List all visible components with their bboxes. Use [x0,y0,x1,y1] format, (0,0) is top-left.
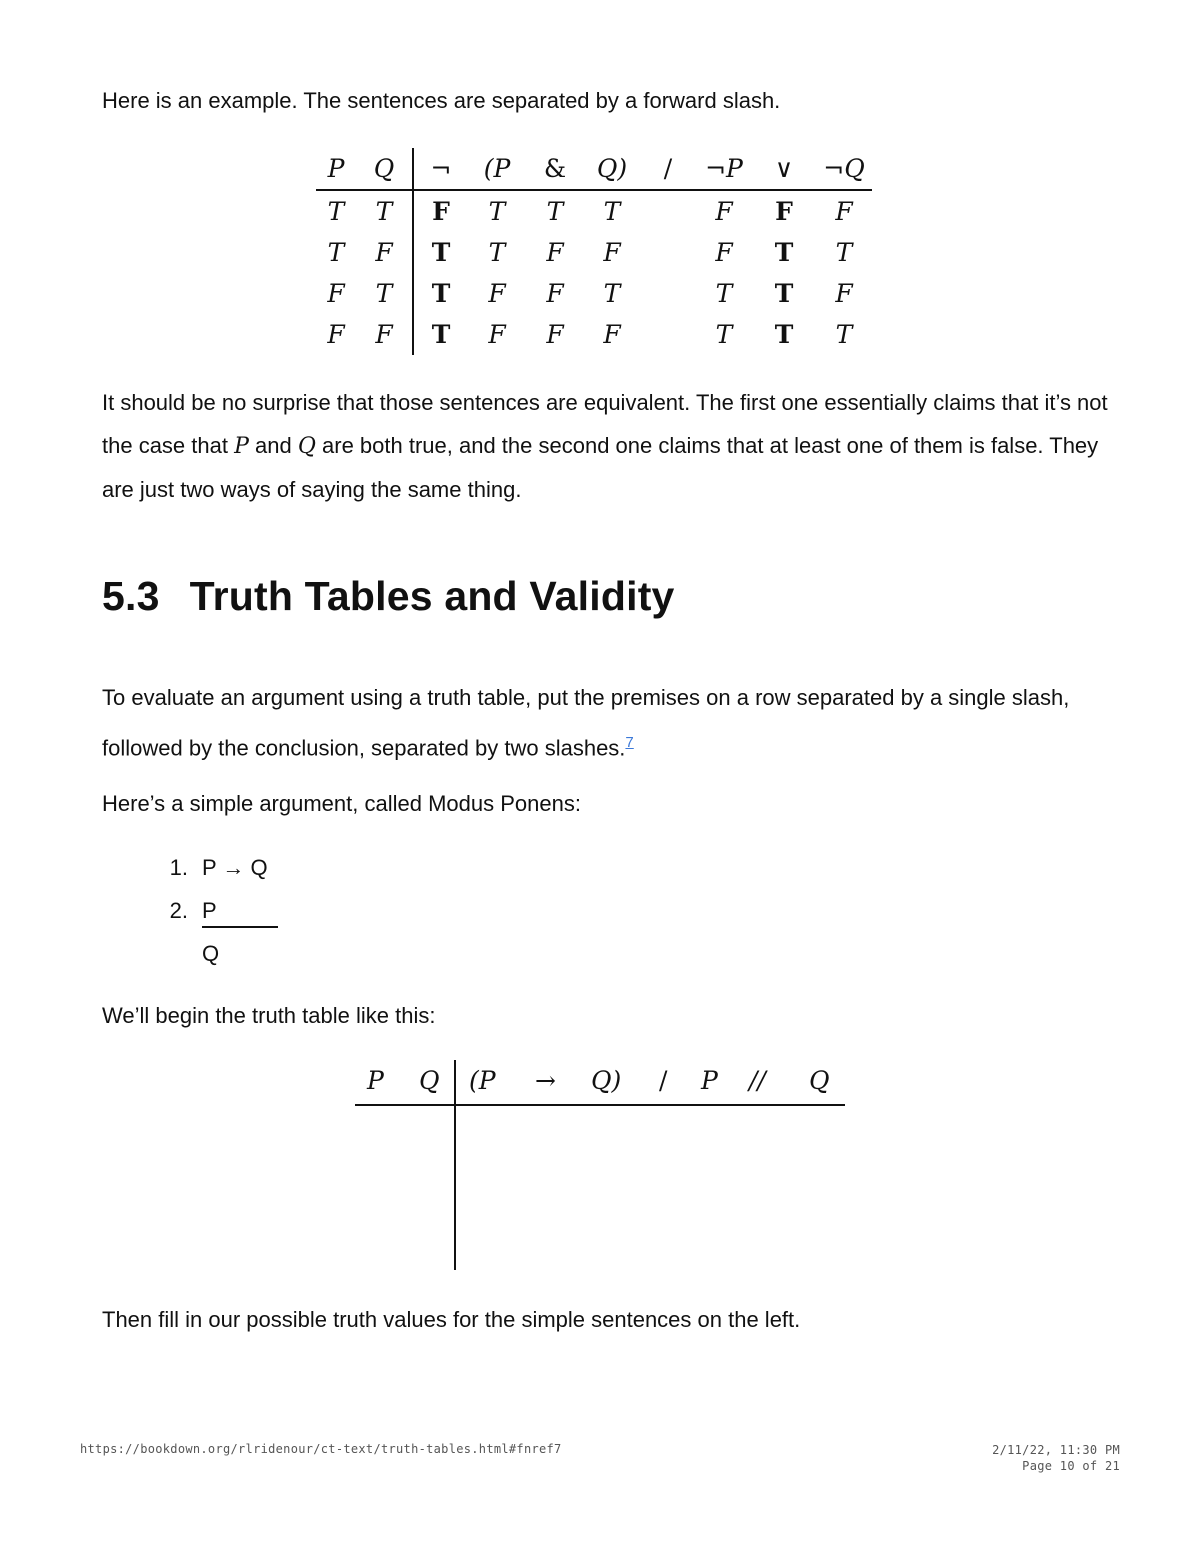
table-cell: F [356,232,413,273]
text-span: are both true, and the second one claims that at least one of them is false. They are just two ways of saying the same thing. [102,433,1099,502]
table-cell: T [327,197,345,226]
premise-text: P → Q [202,855,268,880]
table-cell [640,314,696,355]
footer-url: https://bookdown.org/rlridenour/ct-text/truth-tables.html#fnref7 [80,1442,562,1456]
table-cell: T [774,320,794,349]
table-cell: F [546,320,564,349]
text-span: To evaluate an argument using a truth table, put the premises on a row separated by a single slash, followed by the conclusion, separated by two slashes. [102,685,1070,761]
header-cell: & [526,148,584,190]
table-cell: F [603,238,621,267]
table-cell: F [432,197,450,226]
conclusion-text: Q [202,941,220,966]
table-cell: T [715,279,733,308]
table-cell: F [715,238,733,267]
table-cell: T [603,197,621,226]
equivalence-explanation [102,381,1112,511]
header-cell: / [659,1066,668,1095]
fill-in-text: Then fill in our possible truth values for the simple sentences on the left. [102,1307,801,1332]
table-cell: T [835,320,853,349]
table-cell: F [835,197,853,226]
text-span: It should be no surprise that those sentences are equivalent. The first one essentially claims that it’s not the case that [102,390,1108,458]
header-cell: (P [469,1066,496,1095]
table-cell [640,232,696,273]
table-cell [640,273,696,314]
table-cell: F [835,279,853,308]
truth-table-modus-ponens [355,1060,845,1270]
table-cell: F [327,279,345,308]
validity-instructions [102,676,1112,769]
table-cell: T [774,279,794,308]
table-cell: F [488,320,506,349]
list-marker: 1. [169,855,188,880]
header-cell: P [367,1066,384,1095]
section-heading [102,573,675,620]
table-cell: T [431,279,451,308]
section-title: Truth Tables and Validity [189,573,675,619]
table-cell: T [603,279,621,308]
header-cell: Q [356,148,413,190]
table-cell: F [327,320,345,349]
header-cell: ¬Q [816,148,872,190]
table-cell: F [775,197,793,226]
math-variable: P [234,434,249,459]
intro-text: Here is an example. The sentences are separated by a forward slash. [102,88,781,113]
footer-page-number: Page 10 of 21 [1022,1459,1120,1473]
math-variable: Q [297,434,316,459]
section-number: 5.3 [102,573,160,619]
table-cell: F [356,314,413,355]
header-cell: Q [419,1066,440,1095]
header-cell: / [640,148,696,190]
table-cell: T [488,238,506,267]
text-span: and [248,433,298,458]
table-cell: T [488,197,506,226]
header-cell: ∨ [752,148,816,190]
footer-datetime: 2/11/22, 11:30 PM [992,1443,1120,1457]
table-cell: T [356,190,413,232]
table-cell: T [774,238,794,267]
footnote-link[interactable]: 7 [625,734,634,751]
truth-table-row [316,314,872,355]
table-cell: F [715,197,733,226]
truth-table-header-row [316,148,872,190]
header-cell: Q [809,1066,830,1095]
table-cell [640,190,696,232]
footer-meta [992,1442,1120,1474]
header-cell: P [316,148,356,190]
truth-table-row [316,232,872,273]
header-cell: Q) [591,1066,622,1095]
premise-text: P [202,896,278,928]
truth-table-header-row [355,1060,845,1106]
list-marker: 2. [169,898,188,923]
table-cell: F [603,320,621,349]
truth-table-equivalence [316,148,872,355]
header-cell: ¬ [413,148,468,190]
table-divider-line [454,1060,456,1270]
header-cell: ¬P [696,148,752,190]
header-cell: P [701,1066,718,1095]
conclusion-item [162,932,278,975]
list-item [162,889,278,932]
header-cell: Q) [584,148,640,190]
header-cell: (P [468,148,526,190]
table-cell: F [546,279,564,308]
truth-table-row [316,273,872,314]
table-cell: T [431,238,451,267]
table-begin-text: We’ll begin the truth table like this: [102,1003,436,1028]
table-cell: T [431,320,451,349]
modus-ponens-intro: Here’s a simple argument, called Modus Ponens: [102,791,581,816]
table-cell: T [546,197,564,226]
table-cell: F [546,238,564,267]
list-item [162,846,278,889]
table-cell: T [835,238,853,267]
argument-list [162,846,278,975]
table-cell: T [356,273,413,314]
truth-table-row [316,190,872,232]
header-cell: // [749,1066,766,1095]
table-cell: T [715,320,733,349]
table-cell: F [488,279,506,308]
header-cell: → [535,1066,556,1095]
table-cell: T [327,238,345,267]
